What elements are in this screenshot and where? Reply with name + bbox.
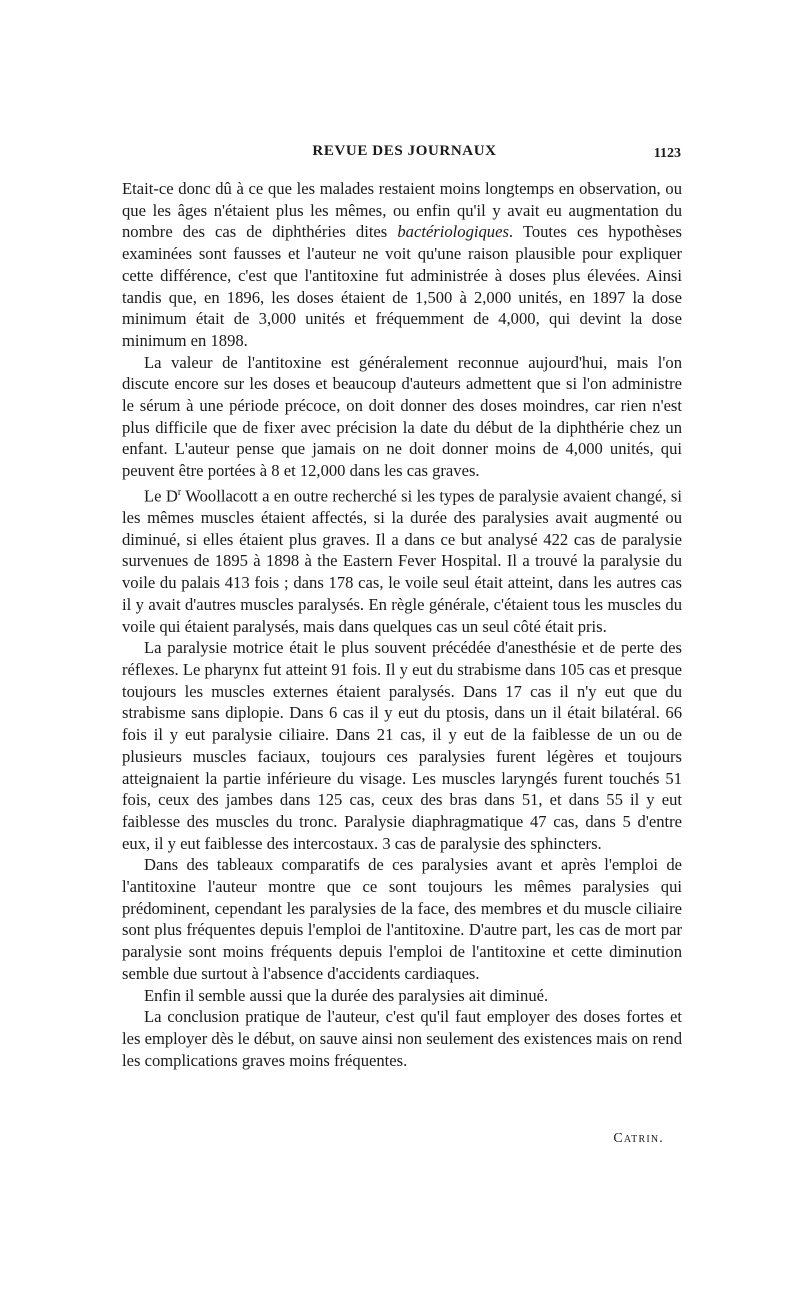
- superscript: r: [177, 486, 182, 498]
- paragraph-text: La conclusion pratique de l'auteur, c'est qu'il faut employer des doses fortes et les employer dès le début, on sauve ainsi non seulement des existences mais on rend les complications graves moins fréquentes.: [122, 1007, 682, 1070]
- page-number: 1123: [653, 146, 681, 161]
- paragraph-text: Woollacott a en outre recherché si les types de paralysie avaient changé, si les mêmes muscles étaient affectés, si la durée des paralysies avait augmenté ou diminué, si elles étaient plus graves. Il a dans ce but analysé 422 cas de paralysie survenues de 1895 à 1898 à the Eastern Fever Hospital. Il a trouvé la paralysie du voile du palais 413 fois ; dans 178 cas, le voile seul était atteint, dans les autres cas il y avait d'autres muscles paralysés. En règle générale, c'étaient tous les muscles du voile qui étaient paralysés, mais dans quelques cas un seul côté était pris.: [122, 486, 683, 636]
- paragraph-text: Dans des tableaux comparatifs de ces paralysies avant et après l'emploi de l'antitoxine l'auteur montre que ce sont toujours les mêmes paralysies qui prédominent, cependant les paralysies de la face, des membres et du muscle ciliaire sont plus fréquentes depuis l'emploi de l'antitoxine. D'autre part, les cas de mort par paralysie sont moins fréquents depuis l'emploi de l'antitoxine et cette diminution semble due surtout à l'absence d'accidents cardiaques.: [122, 855, 682, 983]
- paragraph-text: . Toutes ces hypothèses examinées sont fausses et l'auteur ne voit qu'une raison plausible pour expliquer cette différence, c'est que l'antitoxine fut administrée à doses plus élevées. Ainsi tandis que, en 1896, les doses étaient de 1,500 à 2,000 unités, en 1897 la dose minimum était de 3,000 unités et fréquemment de 4,000, qui devint la dose minimum en 1898.: [122, 222, 683, 350]
- running-title: REVUE DES JOURNAUX: [312, 143, 497, 159]
- paragraph: [122, 985, 682, 1007]
- paragraph-text: La paralysie motrice était le plus souvent précédée d'anesthésie et de perte des réflexes. Le pharynx fut atteint 91 fois. Il y eut du strabisme dans 105 cas et presque toujours les muscles externes étaient paralysés. Dans 17 cas il n'y eut que du strabisme sans diplopie. Dans 6 cas il y eut du ptosis, dans un il était bilatéral. 66 fois il y eut paralysie ciliaire. Dans 21 cas, il y eut de la faiblesse de un ou de plusieurs muscles faciaux, toujours ces paralysies furent légères et toujours atteignaient la partie inférieure du visage. Les muscles laryngés furent touchés 51 fois, ceux des jambes dans 125 cas, ceux des bras dans 51, et dans 55 il y eut faiblesse des muscles du tronc. Paralysie diaphragmatique 47 cas, dans 5 d'entre eux, il y eut faiblesse des intercostaux. 3 cas de paralysie des sphincters.: [122, 638, 682, 853]
- paragraph-text: La valeur de l'antitoxine est généralement reconnue aujourd'hui, mais l'on discute encore sur les doses et beaucoup d'auteurs admettent que si l'on administre le sérum à une période précoce, on doit donner des doses moindres, car rien n'est plus difficile que de fixer avec précision la date du début de la diphthérie chez un enfant. L'auteur pense que jamais on ne doit donner moins de 4,000 unités, qui peuvent être portées à 8 et 12,000 dans les cas graves.: [122, 352, 682, 481]
- author-signature: Catrin.: [613, 1131, 664, 1146]
- italic-term: bactériologiques: [397, 222, 509, 242]
- paragraph: [122, 1006, 682, 1071]
- paragraph-text: Etait-ce donc dû à ce que les malades restaient moins longtemps en observation, ou que les âges n'étaient plus les mêmes, ou enfin qu'il y avait eu augmentation du nombre des cas de diphthéries dites: [122, 179, 682, 242]
- paragraph: [122, 178, 682, 352]
- paragraph-text: Enfin il semble aussi que la durée des paralysies ait diminué.: [144, 985, 549, 1005]
- paragraph: [122, 352, 682, 482]
- paragraph: [122, 854, 682, 984]
- article-body: [122, 178, 682, 1071]
- paragraph: [122, 637, 682, 854]
- page-header: [128, 143, 681, 167]
- paragraph-text: Le D: [144, 486, 178, 506]
- paragraph: [122, 482, 682, 637]
